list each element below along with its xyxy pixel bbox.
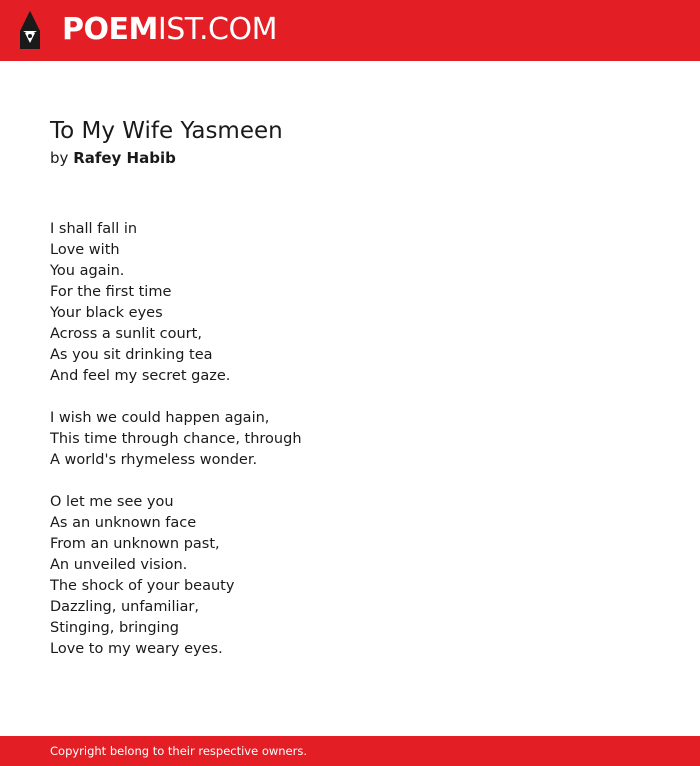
poem-line: Across a sunlit court, — [50, 326, 202, 342]
stanza — [50, 492, 650, 660]
poem-line: You again. — [50, 263, 125, 279]
by-label: by — [50, 149, 69, 167]
poem-line: Your black eyes — [50, 305, 163, 321]
site-header — [0, 0, 700, 61]
byline — [50, 147, 650, 169]
logo-text-bold: POEM — [62, 12, 158, 47]
stanza — [50, 219, 650, 387]
poem-line: From an unknown past, — [50, 536, 220, 552]
poem-line: O let me see you — [50, 494, 174, 510]
poem-line: I shall fall in — [50, 221, 138, 237]
poem-line: A world's rhymeless wonder. — [50, 452, 258, 468]
poem-line: An unveiled vision. — [50, 557, 188, 573]
poem-line: As an unknown face — [50, 515, 197, 531]
poem-line: Love to my weary eyes. — [50, 641, 223, 657]
poem-content — [50, 116, 650, 681]
site-logo[interactable] — [62, 10, 277, 50]
stanza — [50, 408, 650, 471]
poem-line: This time through chance, through — [50, 431, 302, 447]
poem-line: As you sit drinking tea — [50, 347, 213, 363]
poem-title: To My Wife Yasmeen — [50, 118, 283, 144]
site-footer — [0, 736, 700, 766]
poem-line: I wish we could happen again, — [50, 410, 270, 426]
poem-line: Love with — [50, 242, 120, 258]
poem-line: For the first time — [50, 284, 172, 300]
poem-line: Stinging, bringing — [50, 620, 179, 636]
copyright-text: Copyright belong to their respective owners. — [50, 744, 308, 758]
logo-text-light: IST.COM — [157, 12, 277, 47]
poem-body — [50, 219, 650, 660]
poem-line: Dazzling, unfamiliar, — [50, 599, 199, 615]
pencil-tip-icon[interactable] — [17, 9, 43, 51]
poem-line: And feel my secret gaze. — [50, 368, 231, 384]
author-name: Rafey Habib — [73, 149, 176, 167]
poem-line: The shock of your beauty — [50, 578, 235, 594]
